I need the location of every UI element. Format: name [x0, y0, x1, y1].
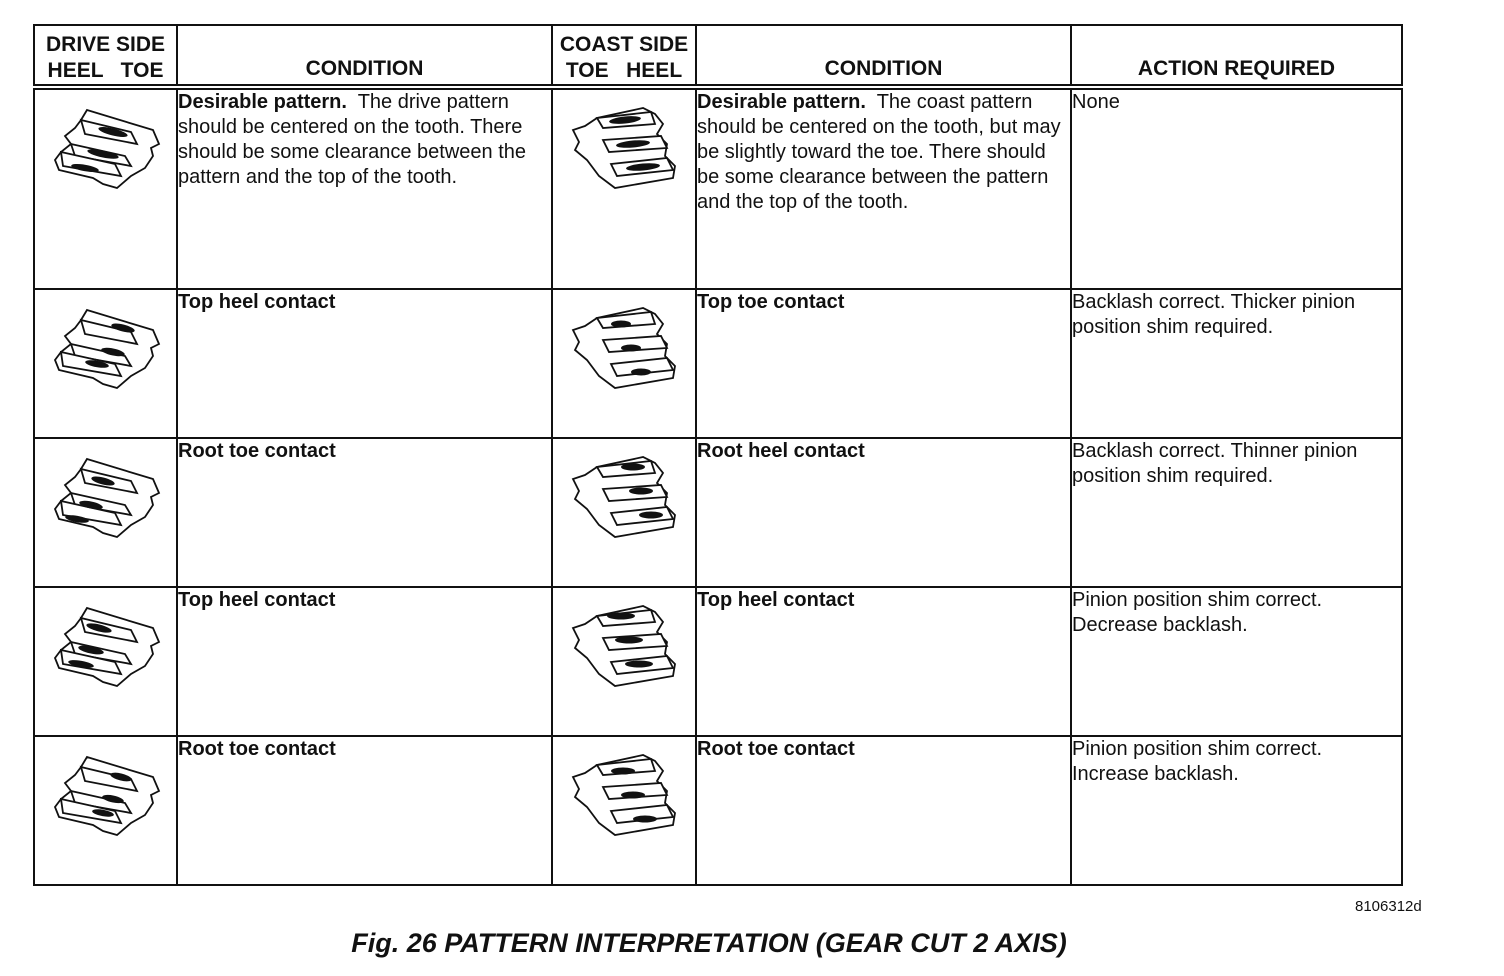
coast-gear-tooth-icon	[559, 445, 689, 545]
drive-gear-tooth-icon	[41, 296, 171, 396]
drive-gear-tooth-icon	[41, 445, 171, 545]
coast-condition-cell: Root toe contact	[696, 736, 1071, 885]
drive-condition-cell: Top heel contact	[177, 289, 552, 438]
coast-condition-cell: Top heel contact	[696, 587, 1071, 736]
coast-pattern-cell	[552, 438, 696, 587]
action-cell: None	[1071, 87, 1402, 289]
action-cell: Backlash correct. Thicker pinion position shim required.	[1071, 289, 1402, 438]
drive-condition-cell: Root toe contact	[177, 736, 552, 885]
action-cell: Pinion position shim correct. Decrease backlash.	[1071, 587, 1402, 736]
header-row	[34, 25, 1402, 87]
coast-condition-cell: Top toe contact	[696, 289, 1071, 438]
drive-condition-header: CONDITION	[177, 25, 552, 87]
coast-pattern-cell	[552, 289, 696, 438]
coast-pattern-cell	[552, 87, 696, 289]
drive-pattern-cell	[34, 289, 177, 438]
drive-gear-tooth-icon	[41, 96, 171, 196]
coast-condition-cell: Root heel contact	[696, 438, 1071, 587]
coast-side-header: COAST SIDE TOE HEEL	[552, 25, 696, 87]
coast-gear-tooth-icon	[559, 296, 689, 396]
coast-condition-cell: Desirable pattern. The coast pattern should be centered on the tooth, but may be slightly toward the toe. There should be some clearance between the pattern and the top of the tooth.	[696, 87, 1071, 289]
coast-condition-header: CONDITION	[696, 25, 1071, 87]
action-cell: Backlash correct. Thinner pinion position shim required.	[1071, 438, 1402, 587]
action-header: ACTION REQUIRED	[1071, 25, 1402, 87]
table-row	[34, 289, 1402, 438]
table-row	[34, 438, 1402, 587]
coast-gear-tooth-icon	[559, 594, 689, 694]
drive-pattern-cell	[34, 87, 177, 289]
coast-pattern-cell	[552, 736, 696, 885]
pattern-interpretation-table	[33, 24, 1403, 886]
drive-pattern-cell	[34, 736, 177, 885]
action-cell: Pinion position shim correct. Increase backlash.	[1071, 736, 1402, 885]
table-row	[34, 587, 1402, 736]
drive-pattern-cell	[34, 438, 177, 587]
drive-gear-tooth-icon	[41, 743, 171, 843]
drive-condition-cell: Desirable pattern. The drive pattern should be centered on the tooth. There should be some clearance between the pattern and the top of the tooth.	[177, 87, 552, 289]
table-row	[34, 87, 1402, 289]
drive-condition-cell: Top heel contact	[177, 587, 552, 736]
drive-pattern-cell	[34, 587, 177, 736]
table-row	[34, 736, 1402, 885]
drive-side-header: DRIVE SIDE HEEL TOE	[34, 25, 177, 87]
coast-gear-tooth-icon	[559, 743, 689, 843]
drive-condition-cell: Root toe contact	[177, 438, 552, 587]
drive-gear-tooth-icon	[41, 594, 171, 694]
figure-caption: Fig. 26 PATTERN INTERPRETATION (GEAR CUT 2 AXIS)	[351, 928, 1067, 958]
coast-gear-tooth-icon	[559, 96, 689, 196]
figure-code: 8106312d	[1355, 898, 1422, 915]
coast-pattern-cell	[552, 587, 696, 736]
